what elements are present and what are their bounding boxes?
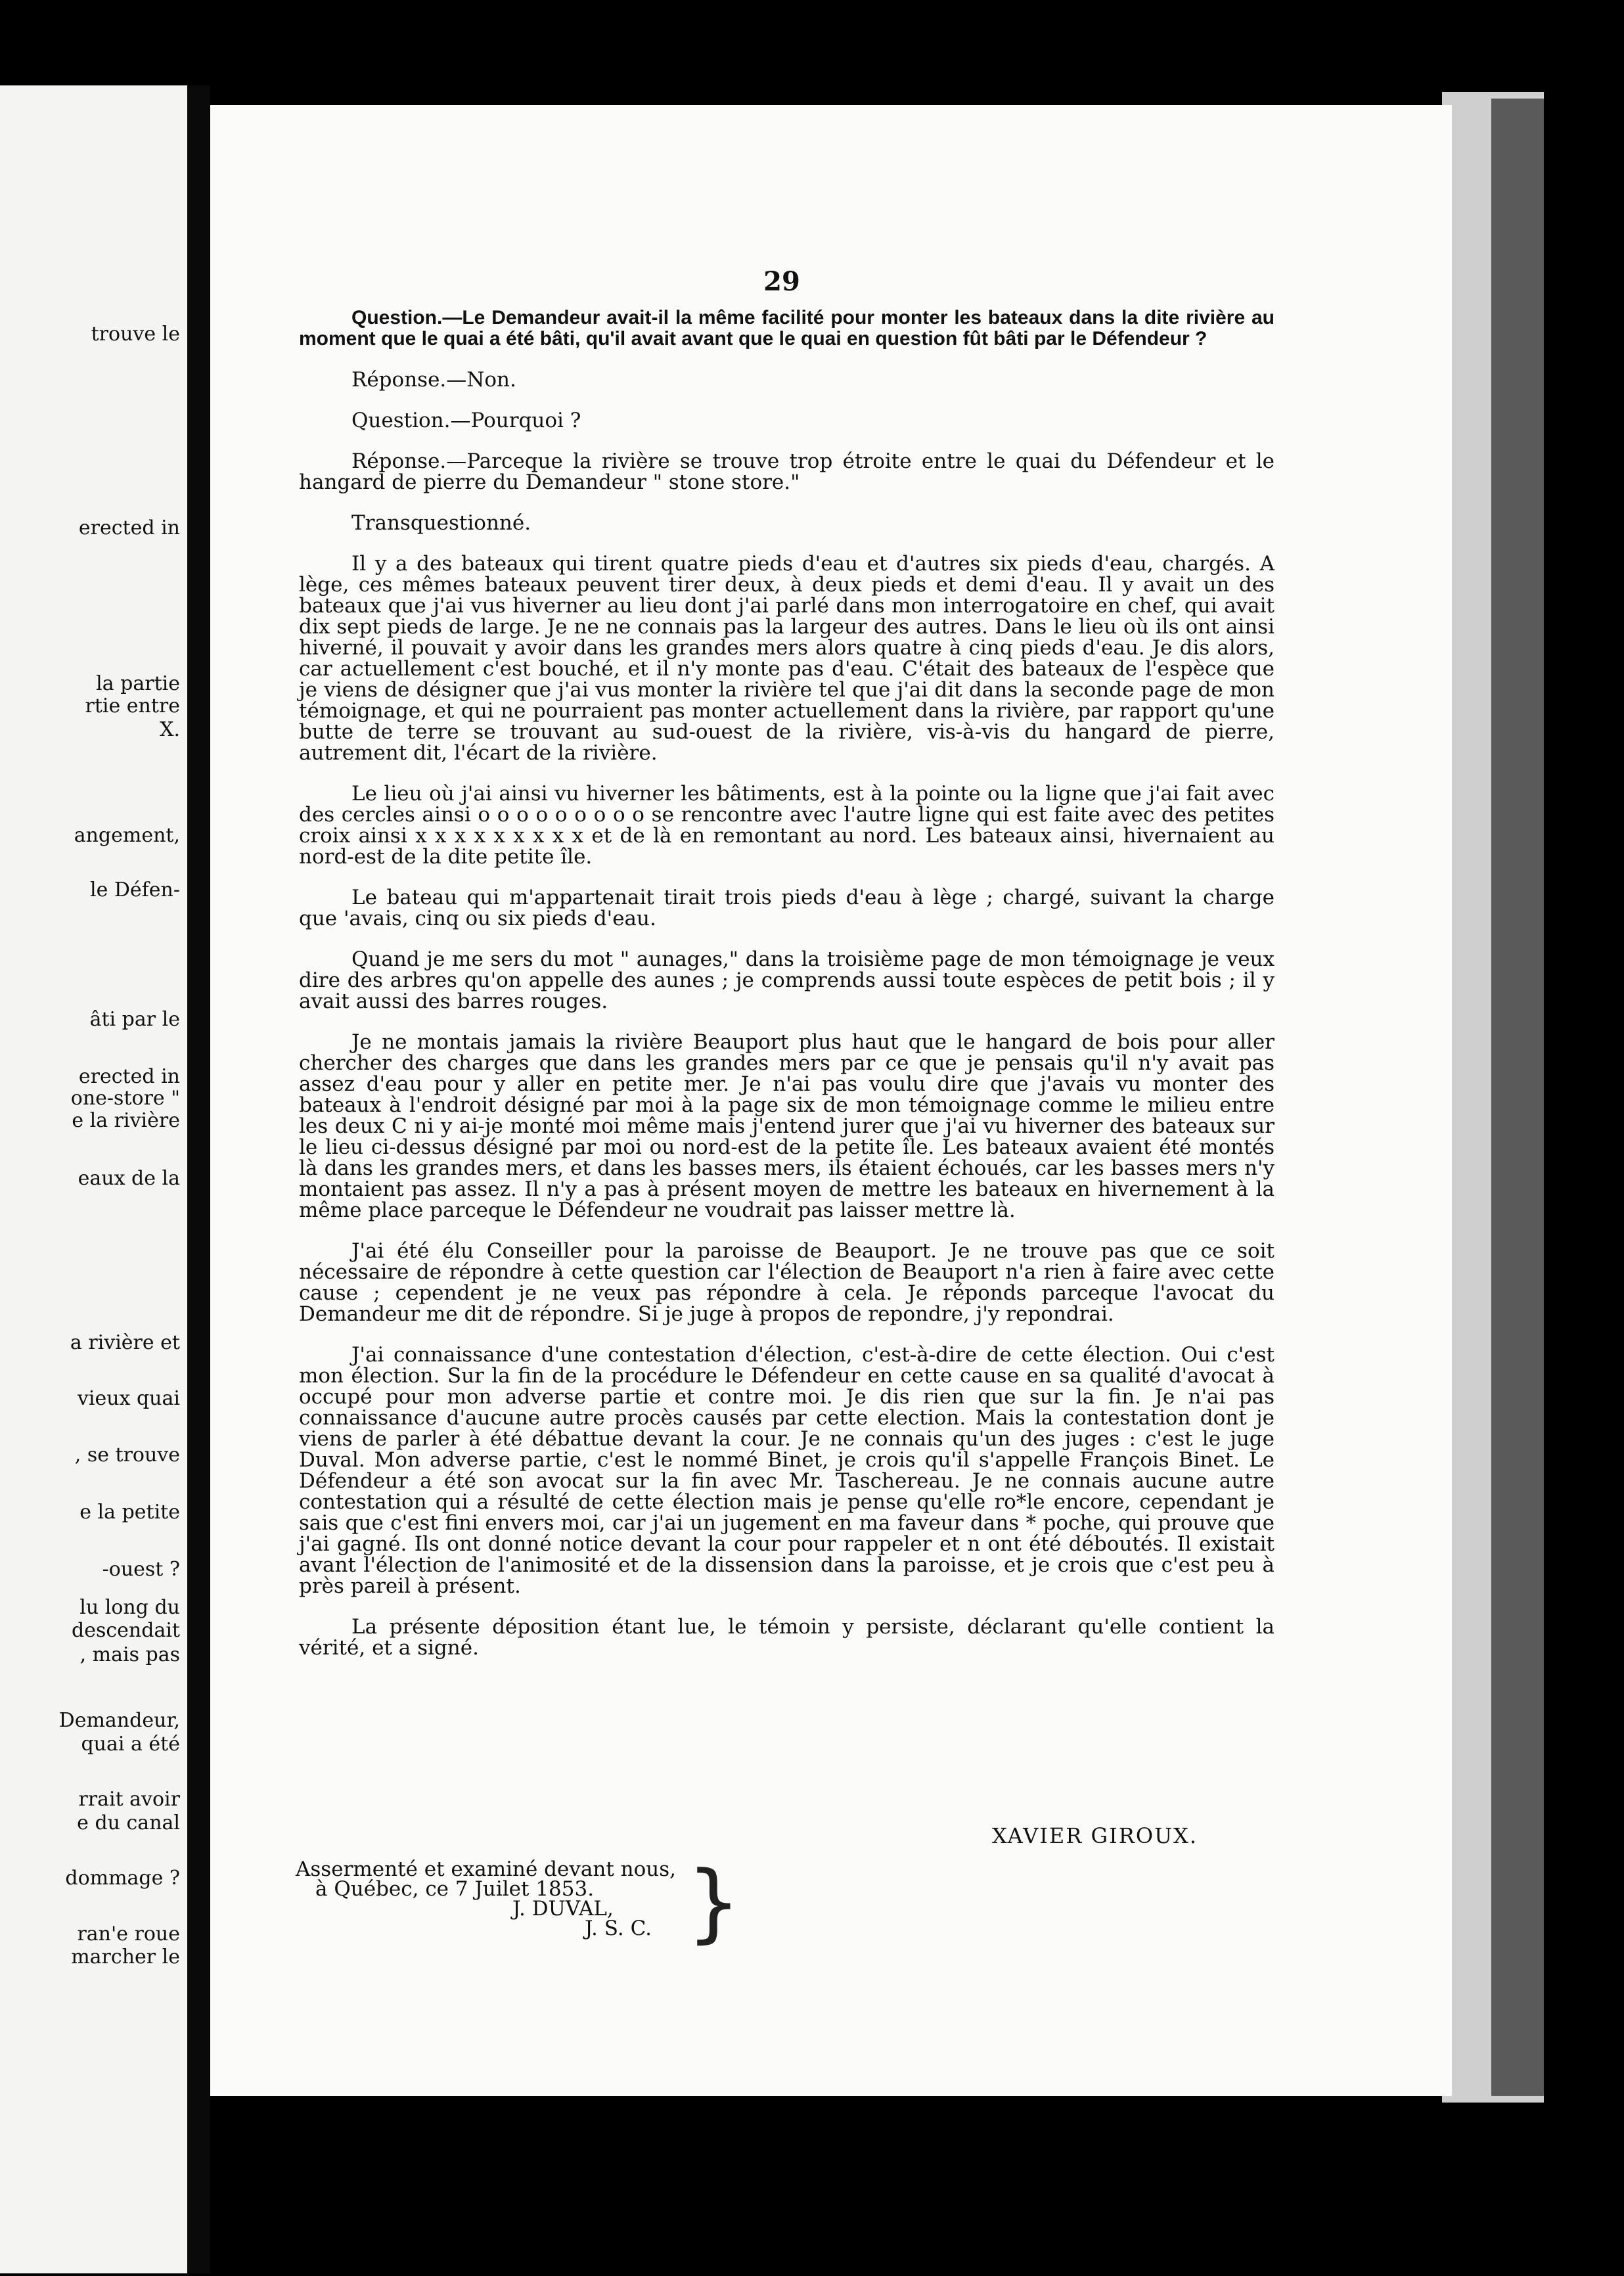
facing-page-fragment: trouve le (91, 323, 180, 346)
facing-page-fragment: ran'e roue (77, 1923, 180, 1946)
facing-page-fragment: rtie entre (85, 694, 180, 717)
facing-page-fragment: rrait avoir (78, 1788, 180, 1811)
body-paragraph: Réponse.—Parceque la rivière se trouve trop étroite entre le quai du Défendeur et le hangard de pierre du Demandeur " stone store." (299, 449, 1274, 494)
facing-page-fragment: a rivière et (70, 1331, 180, 1354)
body-paragraph: Le bateau qui m'appartenait tirait trois pieds d'eau à lège ; chargé, suivant la charge que 'avais, cinq ou six pieds d'eau. (299, 886, 1274, 930)
facing-page-fragment: X. (160, 718, 180, 741)
body-paragraph: Je ne montais jamais la rivière Beauport plus haut que le hangard de bois pour aller chercher des charges que dans les grandes mers par ce que je pensais qu'il n'y avait pas assez d'eau pour y aller en petite mer. Je n'ai pas voulu dire que j'avais vu monter des bateaux à l'endroit désigné par moi à la page six de mon témoignage comme le milieu entre les deux C ni y ai-je monté moi même mais j'entend jurer que j'ai vu hiverner des bateaux sur le lieu ci-dessus désigné par moi ou nord-est de la petite île. Les bateaux avaient été montés là dans les grandes mers, et dans les basses mers, ils étaient échoués, car les basses mers n'y montaient pas assez. Il n'y a pas à présent moyen de mettre les bateaux en hivernement à la même place parceque le Défendeur ne voudrait pas laisser mettre là. (299, 1030, 1274, 1222)
body-paragraph: Réponse.—Non. (351, 368, 516, 392)
facing-page-fragment: quai a été (81, 1733, 180, 1756)
body-paragraph: La présente déposition étant lue, le témoin y persiste, déclarant qu'elle contient la vérité, et a signé. (299, 1615, 1274, 1660)
facing-page-fragment: dommage ? (65, 1867, 180, 1890)
brace-mark: } (687, 1852, 741, 1952)
facing-page-fragment: erected in (78, 516, 180, 539)
body-paragraph: Le lieu où j'ai ainsi vu hiverner les bâtiments, est à la pointe ou la ligne que j'ai fait avec des cercles ainsi o o o o o o o o o se rencontre avec l'autre ligne qui est faite avec des petites croix ainsi x x x x x x x x x et de là en remontant au nord. Les bateaux ainsi, hivernaient au nord-est de la dite petite île. (299, 782, 1274, 869)
facing-page (0, 85, 187, 2273)
facing-page-fragment: lu long du (79, 1596, 180, 1619)
page-body (299, 307, 1274, 1678)
facing-page-fragment: descendait (72, 1619, 180, 1642)
facing-page-fragment: one-store " (70, 1087, 180, 1110)
facing-page-fragment: eaux de la (78, 1167, 180, 1190)
facing-page-fragment: , se trouve (74, 1444, 180, 1467)
facing-page-fragment: angement, (74, 824, 180, 847)
facing-page-fragment: erected in (78, 1065, 180, 1088)
body-paragraph: Il y a des bateaux qui tirent quatre pieds d'eau et d'autres six pieds d'eau, chargés. A lège, ces mêmes bateaux peuvent tirer deux, à deux pieds et demi d'eau. Il y avait un des bateaux que j'ai vus hiverner au lieu dont j'ai parlé dans mon interrogatoire en chef, qui avait dix sept pieds de large. Je ne ne connais pas la largeur des autres. Dans le lieu où ils ont ainsi hiverné, il pouvait y avoir dans les grandes mers alors quatre à cinq pieds d'eau. Je dis alors, car actuellement c'est bouché, et il n'y monte pas d'eau. C'était des bateaux de l'espèce que je viens de désigner que j'ai vus monter la rivière tel que j'ai dit dans la seconde page de mon témoignage, et qui ne pourraient pas monter actuellement dans la rivière, par rapport qu'une butte de terre se trouvant au sud-ouest de la rivière, vis-à-vis du hangard de pierre, autrement dit, l'écart de la rivière. (299, 552, 1274, 765)
jurat-line-1: Assermenté et examiné devant nous, (296, 1857, 676, 1881)
jurat-line-3: J. DUVAL, (512, 1897, 614, 1921)
body-paragraph: Quand je me sers du mot " aunages," dans la troisième page de mon témoignage je veux dire des arbres qu'on appelle des aunes ; je comprends aussi toute espèces de petit bois ; il y avait aussi des barres rouges. (299, 947, 1274, 1013)
facing-page-fragment: -ouest ? (102, 1558, 180, 1581)
body-paragraph: Question.—Pourquoi ? (351, 409, 581, 432)
witness-signature: XAVIER GIROUX. (992, 1823, 1198, 1848)
body-paragraph: Question.—Le Demandeur avait-il la même facilité pour monter les bateaux dans la dite rivière au moment que le quai a été bâti, qu'il avait avant que le quai en question fût bâti par le Défendeur ? (299, 307, 1274, 350)
jurat-block (296, 1859, 690, 1938)
body-paragraph: J'ai été élu Conseiller pour la paroisse de Beauport. Je ne trouve pas que ce soit nécessaire de répondre à cette question car l'élection de Beauport n'a rien à faire avec cette cause ; cependent je ne veux pas répondre à cela. Je réponds parceque l'avocat du Demandeur me dit de répondre. Si je juge à propos de repondre, j'y repondrai. (299, 1239, 1274, 1326)
jurat-line-2: à Québec, ce 7 Juilet 1853. (315, 1877, 595, 1901)
facing-page-fragment: , mais pas (79, 1643, 180, 1666)
page-edges-shadow (1491, 99, 1544, 2096)
facing-page-fragment: le Défen- (89, 878, 180, 901)
facing-page-fragment: Demandeur, (58, 1709, 180, 1732)
facing-page-fragment: e la rivière (72, 1109, 180, 1132)
facing-page-fragment: marcher le (71, 1946, 180, 1969)
book-gutter (187, 85, 210, 2273)
page-number: 29 (763, 266, 800, 297)
body-paragraph: J'ai connaissance d'une contestation d'élection, c'est-à-dire de cette élection. Oui c'est mon élection. Sur la fin de la procédure le Défendeur en cette cause en sa qualité d'avocat à occupé pour mon adverse partie et contre moi. Je dis rien que sur la fin. Je n'ai pas connaissance d'aucune autre procès causés par cette election. Mais la contestation dont je viens de parler à été débattue devant la cour. Je ne connais qu'un des juges : c'est le juge Duval. Mon adverse partie, c'est le nommé Binet, je crois qu'il s'appelle François Binet. Le Défendeur a été son avocat sur la fin avec Mr. Taschereau. Je ne connais aucune autre contestation qui a résulté de cette élection mais je pense qu'elle ro*le encore, cependant je sais que c'est fini envers moi, car j'ai un jugement en ma faveur dans * poche, qui prouve que j'ai gagné. Ils ont donné notice devant la cour pour rappeler et n ont été déboutés. Il existait avant l'élection de l'animosité et de la dissension dans la paroisse, et je crois que c'est peu à près pareil à présent. (299, 1343, 1274, 1598)
facing-page-fragment: e la petite (79, 1501, 180, 1524)
facing-page-fragment: âti par le (89, 1008, 180, 1031)
facing-page-fragment: vieux quai (77, 1387, 180, 1410)
body-paragraph: Transquestionné. (351, 511, 531, 535)
facing-page-fragment: e du canal (77, 1811, 180, 1834)
jurat-line-4: J. S. C. (585, 1917, 652, 1940)
facing-page-fragment: la partie (96, 672, 180, 695)
